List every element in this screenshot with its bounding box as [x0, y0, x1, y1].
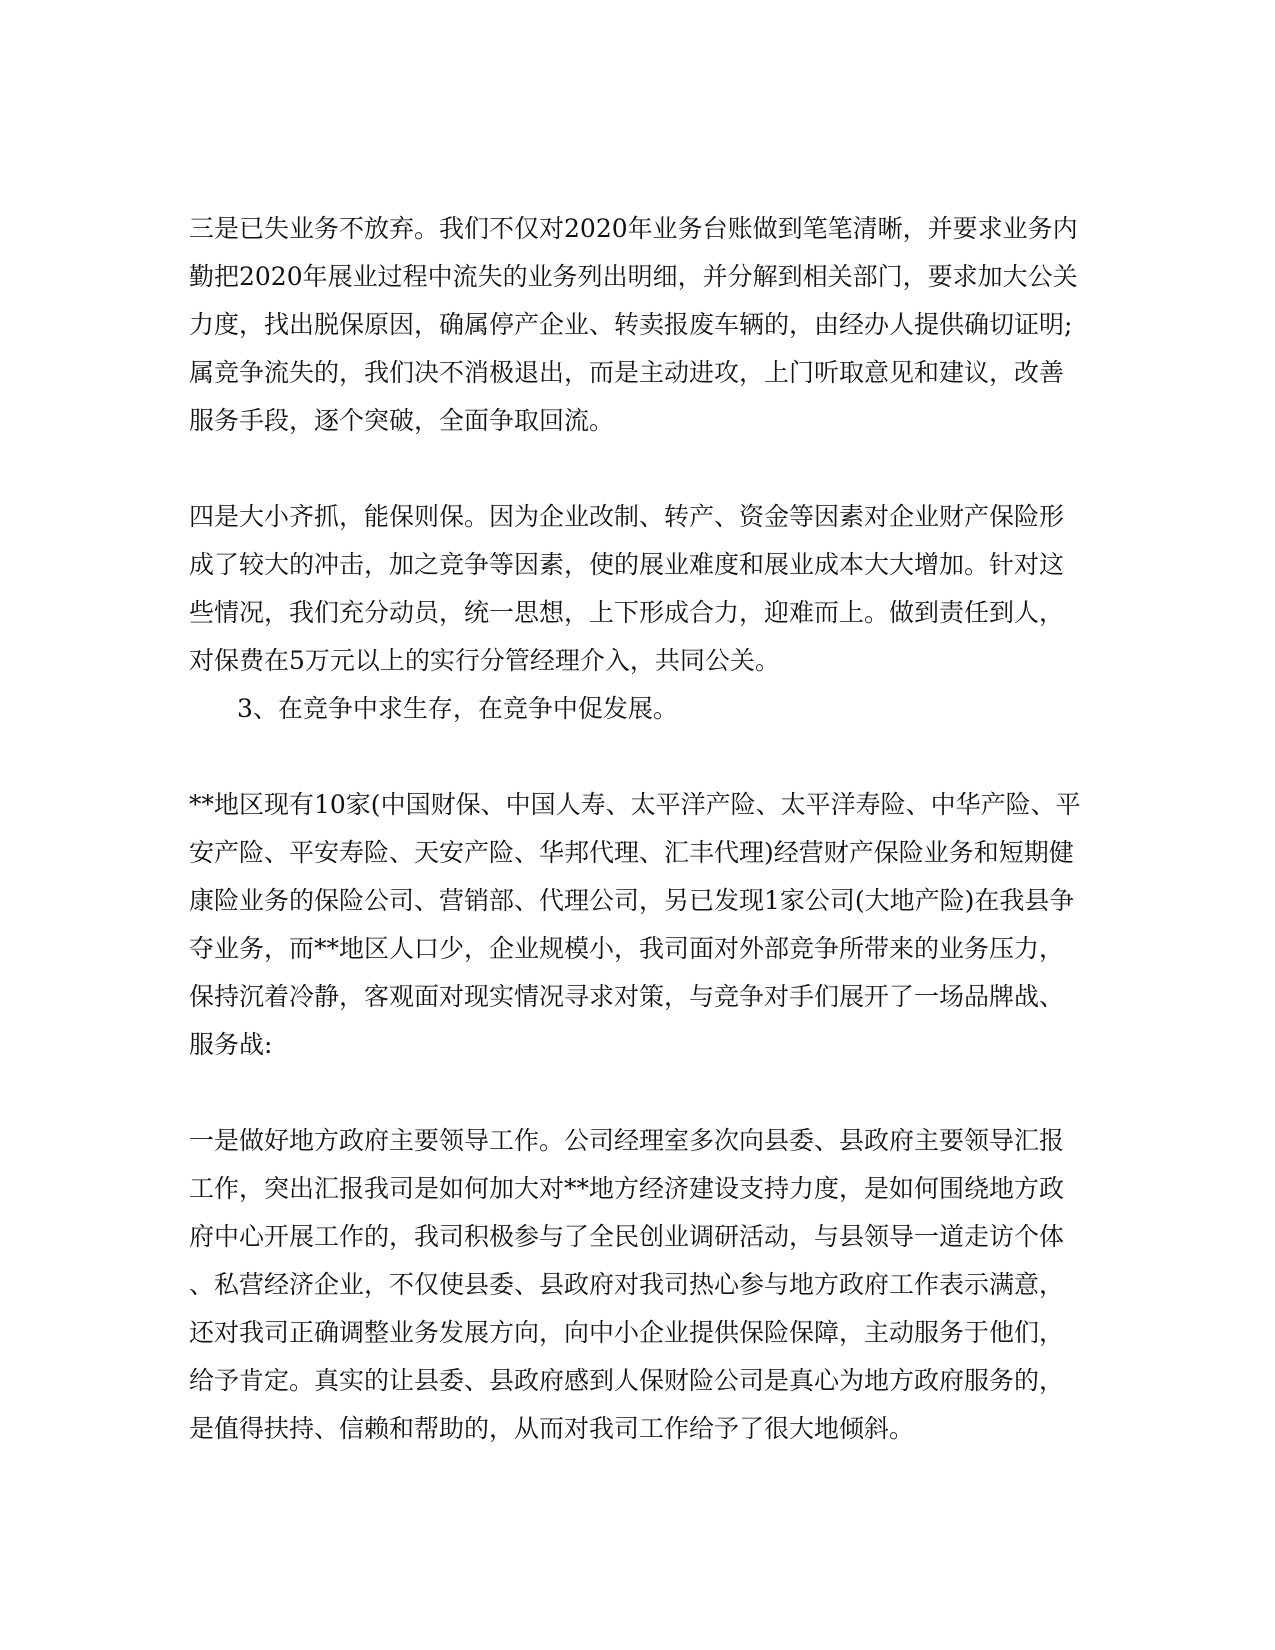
paragraph-spacer	[189, 1069, 1069, 1117]
text-line: 服务战:	[189, 1030, 273, 1059]
text-line: 还对我司正确调整业务发展方向，向中小企业提供保险保障，主动服务于他们，	[189, 1318, 1065, 1347]
text-line: 工作，突出汇报我司是如何加大对**地方经济建设支持力度，是如何围绕地方政	[189, 1174, 1065, 1203]
text-line: **地区现有10家(中国财保、中国人寿、太平洋产险、太平洋寿险、中华产险、平	[189, 790, 1081, 819]
paragraph-large-small	[189, 493, 1069, 685]
text-line: 成了较大的冲击，加之竞争等因素，使的展业难度和展业成本大大增加。针对这	[189, 550, 1065, 579]
text-line: 保持沉着冷静，客观面对现实情况寻求对策，与竞争对手们展开了一场品牌战、	[189, 982, 1065, 1011]
text-line: 三是已失业务不放弃。我们不仅对2020年业务台账做到笔笔清晰，并要求业务内	[189, 214, 1078, 243]
paragraph-lost-business	[189, 205, 1078, 445]
text-line: 一是做好地方政府主要领导工作。公司经理室多次向县委、县政府主要领导汇报	[189, 1126, 1065, 1155]
paragraph-government	[189, 1117, 1069, 1453]
text-line: 安产险、平安寿险、天安产险、华邦代理、汇丰代理)经营财产保险业务和短期健	[189, 838, 1074, 867]
text-line: 夺业务，而**地区人口少，企业规模小，我司面对外部竞争所带来的业务压力，	[189, 934, 1065, 963]
text-line: 给予肯定。真实的让县委、县政府感到人保财险公司是真心为地方政府服务的，	[189, 1366, 1065, 1395]
text-line: 勤把2020年展业过程中流失的业务列出明细，并分解到相关部门，要求加大公关	[189, 262, 1078, 291]
text-line: 服务手段，逐个突破，全面争取回流。	[189, 406, 615, 435]
paragraph-spacer	[189, 445, 1069, 493]
paragraph-competition	[189, 781, 1081, 1069]
paragraph-spacer	[189, 733, 1069, 781]
text-line: 属竞争流失的，我们决不消极退出，而是主动进攻，上门听取意见和建议，改善	[189, 358, 1065, 387]
text-line: 康险业务的保险公司、营销部、代理公司，另已发现1家公司(大地产险)在我县争	[189, 886, 1075, 915]
document-body	[189, 205, 1081, 1453]
text-line: 些情况，我们充分动员，统一思想，上下形成合力，迎难而上。做到责任到人，	[189, 598, 1065, 627]
text-line: 对保费在5万元以上的实行分管经理介入，共同公关。	[189, 646, 780, 675]
text-line: 是值得扶持、信赖和帮助的，从而对我司工作给予了很大地倾斜。	[189, 1414, 915, 1443]
section-heading-text: 3、在竞争中求生存，在竞争中促发展。	[237, 694, 678, 723]
section-heading	[189, 685, 1069, 733]
text-line: 四是大小齐抓，能保则保。因为企业改制、转产、资金等因素对企业财产保险形	[189, 502, 1065, 531]
text-line: 府中心开展工作的，我司积极参与了全民创业调研活动，与县领导一道走访个体	[189, 1222, 1065, 1251]
text-line: 、私营经济企业，不仅使县委、县政府对我司热心参与地方政府工作表示满意，	[189, 1270, 1065, 1299]
text-line: 力度，找出脱保原因，确属停产企业、转卖报废车辆的，由经办人提供确切证明;	[189, 310, 1073, 339]
